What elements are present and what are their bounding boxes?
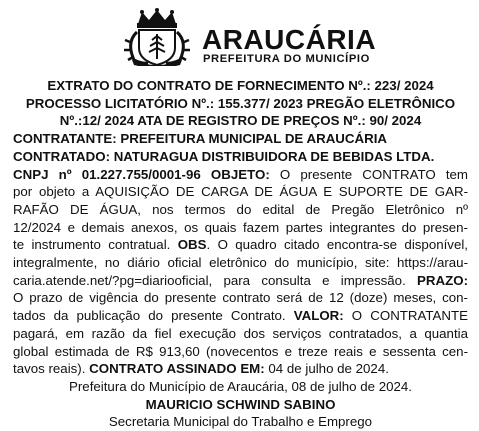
obs-text-1: . O quadro citado encontra-se disponível, <box>206 237 468 253</box>
contratante: CONTRATANTE: PREFEITURA MUNICIPAL DE ARAUCÁRIA <box>13 131 388 147</box>
prazo-text-2: tados da publicação do presente Contrato. <box>13 308 294 324</box>
title-line-2: PROCESSO LICITATÓRIO Nº.: 155.377/ 2023 PREGÃO ELETRÔNICO <box>25 95 456 111</box>
valor-text-4: tavos reais). <box>13 361 90 377</box>
objeto-line-1 <box>13 166 468 184</box>
valor-line-3: global estimada de R$ 913,60 (novecentos e treze reais e sessenta cen- <box>13 343 468 359</box>
objeto-line-4: 12/2024 e demais anexos, os quais fazem partes integrantes do presen- <box>13 219 468 235</box>
title-line-1: EXTRATO DO CONTRATO DE FORNECIMENTO Nº.: 223/ 2024 <box>47 78 434 93</box>
objeto-line-3: RAFÃO DE ÁGUA, nos termos do edital de Pregão Eletrônico nº <box>13 201 468 217</box>
valor-label: VALOR: <box>293 308 344 324</box>
prazo-line-1: O prazo de vigência do presente contrato será de 12 (doze) meses, con- <box>13 290 468 306</box>
assinado-line <box>13 360 468 378</box>
title-line-3: Nº.:12/ 2024 ATA DE REGISTRO DE PREÇOS Nº.: 90/ 2024 <box>59 113 422 129</box>
assinado-date: 04 de julho de 2024. <box>264 361 389 377</box>
objeto-text-5: te instrumento contratual. <box>13 237 178 253</box>
prazo-label: PRAZO: <box>417 272 468 288</box>
extrato-body <box>13 77 468 431</box>
assinado-label: CONTRATO ASSINADO EM: <box>89 361 265 377</box>
obs-line-2: integralmente, no diário oficial eletrônico do município, site: https://arau- <box>13 255 468 271</box>
header <box>0 6 479 68</box>
prazo-line-2 <box>13 307 468 325</box>
obs-text-3: caria.atende.net/?pg=diariooficial, para consulta e impressão. <box>13 272 418 288</box>
cnpj-objeto-label: CNPJ nº 01.227.755/0001-96 OBJETO: <box>13 166 270 182</box>
objeto-line-2: por objeto a AQUISIÇÃO DE CARGA DE ÁGUA E SUPORTE DE GAR- <box>13 184 468 200</box>
signer-name: MAURICIO SCHWIND SABINO <box>145 396 336 412</box>
place-date: Prefeitura do Município de Araucária, 08 de julho de 2024. <box>69 378 412 394</box>
brand-subtitle: PREFEITURA DO MUNICÍPIO <box>203 53 370 65</box>
brand-name: ARAUCÁRIA <box>202 24 377 55</box>
municipal-crest-logo <box>122 8 192 66</box>
obs-line-1 <box>13 236 468 254</box>
valor-text-1: O CONTRATANTE <box>343 308 468 324</box>
obs-line-3 <box>13 272 468 290</box>
signer-role: Secretaria Municipal do Trabalho e Emprego <box>108 414 373 430</box>
contratado: CONTRATADO: NATURAGUA DISTRIBUIDORA DE BEBIDAS LTDA. <box>13 148 435 164</box>
objeto-text-1: O presente CONTRATO tem <box>269 166 468 182</box>
valor-line-2: pagará, em razão da fiel execução dos serviços contratados, a quantia <box>13 325 468 341</box>
obs-label: OBS <box>177 237 207 253</box>
